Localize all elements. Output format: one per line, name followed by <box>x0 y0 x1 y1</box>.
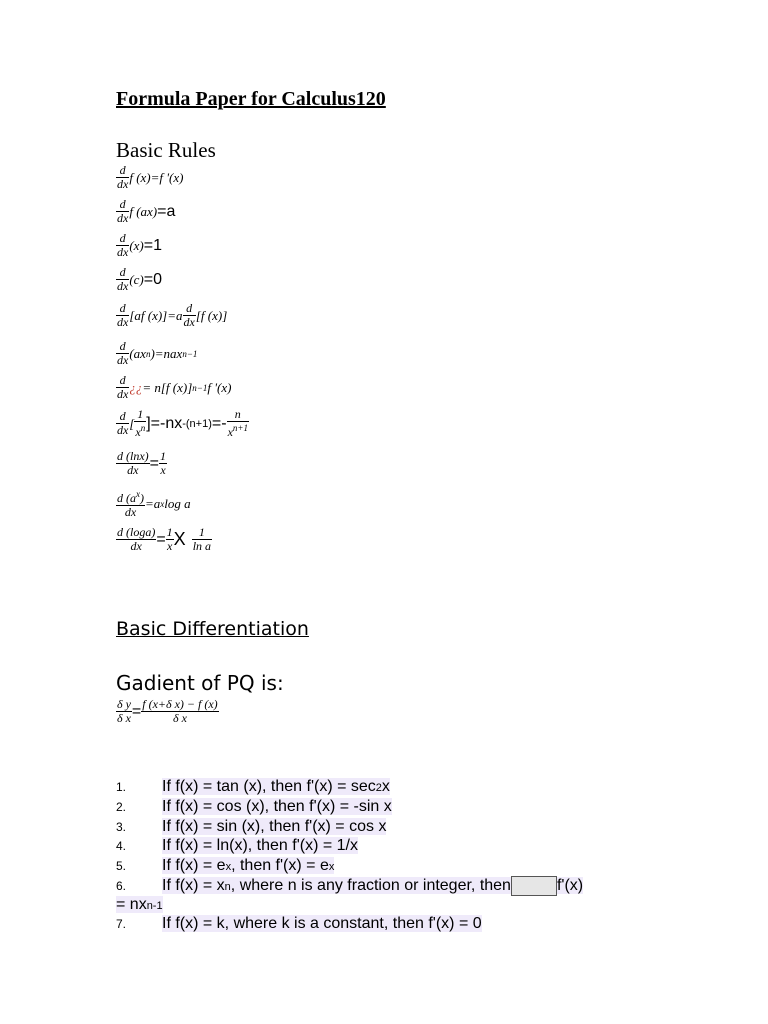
list-item-7: 7. If f(x) = k, where k is a constant, then f'(x) = 0 <box>116 915 482 932</box>
rule-11: $\frac{d (\log a)}{dx}$ = $\frac{1}{x}$ X 1 ln a <box>117 525 212 553</box>
rule-7: d dx ¿¿ = n[f (x)] n−1 f '(x) <box>117 373 232 401</box>
rule-1: d dx f (x)=f '(x) <box>117 163 184 191</box>
blank-field <box>511 876 557 896</box>
rule-3: d dx (x) =1 <box>117 231 163 259</box>
gradient-heading: Gadient of PQ is: <box>116 671 284 695</box>
basic-rules-heading: Basic Rules <box>116 138 216 162</box>
list-item-2: 2. If f(x) = cos (x), then f'(x) = -sin x <box>116 798 392 815</box>
list-item-6: 6. If f(x) = xn, where n is any fraction or integer, then f'(x) <box>116 877 584 895</box>
rule-4: d dx (c) =0 <box>117 265 163 293</box>
basic-differentiation-heading: Basic Differentiation <box>116 618 309 640</box>
rule-9: $\frac{d (\ln x)}{dx}$ = $\frac{1}{x}$ <box>117 449 166 477</box>
rule-5: d dx [af (x)]=a d dx [f (x)] <box>117 301 228 329</box>
rule-2: d dx f (ax) =a <box>117 197 176 225</box>
list-item-4: 4. If f(x) = ln(x), then f'(x) = 1/x <box>116 837 358 854</box>
list-item-6-continuation: = nxn-1 <box>116 896 163 913</box>
gradient-formula: $\frac{\text{δ y}}{\text{δ x}}$ = $\frac{\text{f (x+δ x) − f (x)}}{\text{δ x}}$ <box>117 697 218 725</box>
rule-8: d dx [ 1 $x^n$ ]=-nx -(n+1) =- n $x^{n+1}$ <box>117 407 248 439</box>
rule-6: d dx (ax n )=nax n−1 <box>117 339 198 367</box>
list-item-1: 1. If f(x) = tan (x), then f'(x) = sec2x <box>116 778 390 795</box>
rule-10: $\frac{d (a^x)}{dx}$ =a x log a <box>117 489 191 519</box>
list-item-5: 5. If f(x) = ex, then f'(x) = ex <box>116 857 335 874</box>
document-title: Formula Paper for Calculus120 <box>116 88 386 110</box>
list-item-3: 3. If f(x) = sin (x), then f'(x) = cos x <box>116 818 387 835</box>
